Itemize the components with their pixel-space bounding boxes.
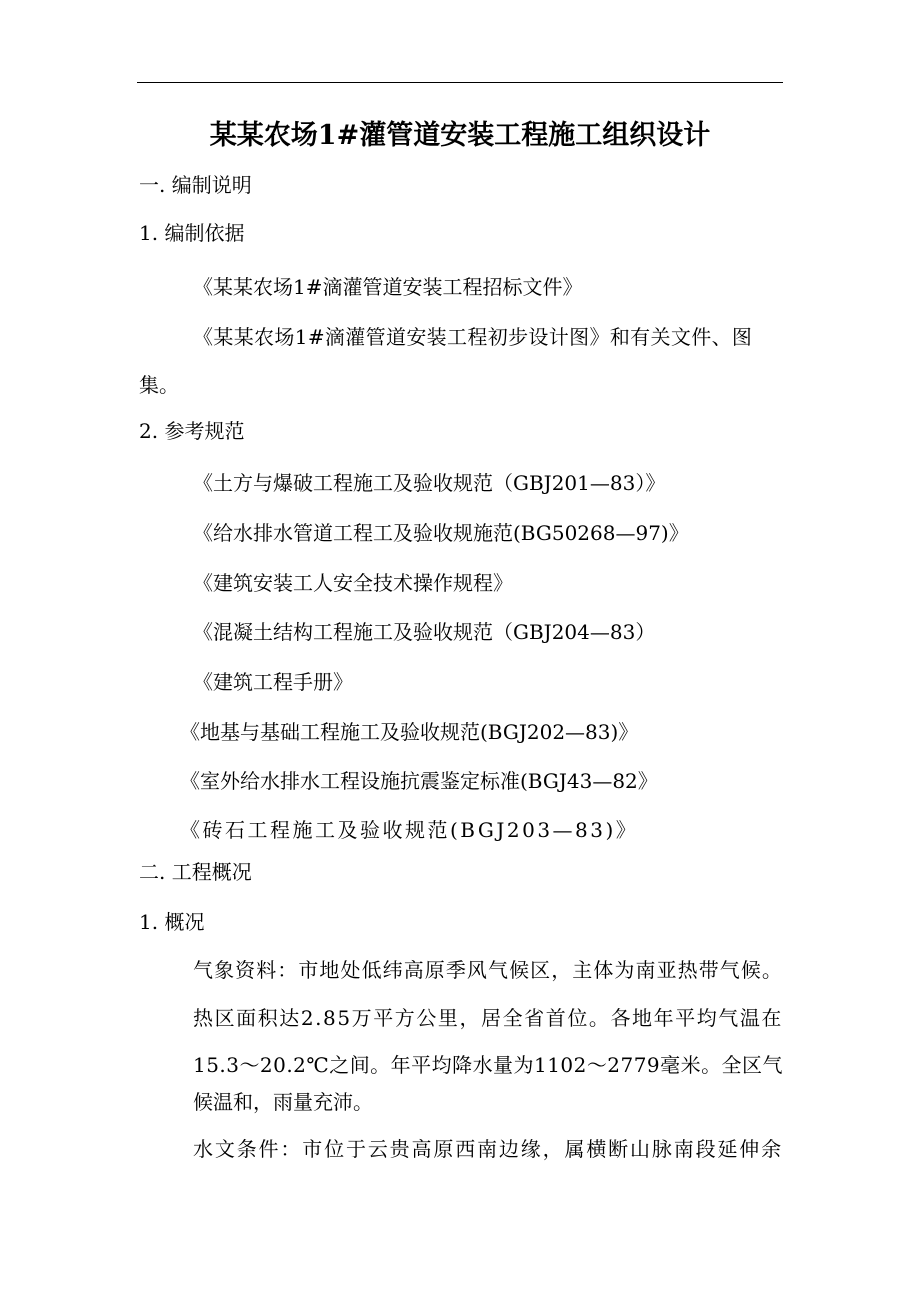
subsection-heading-basis: 1. 编制依据 [139,221,245,245]
document-title: 某某农场1#灌管道安装工程施工组织设计 [209,120,711,151]
basis-item-1: 《某某农场1#滴灌管道安装工程招标文件》 [193,275,583,299]
standard-ref-6: 《地基与基础工程施工及验收规范(BGJ202—83)》 [180,720,639,744]
basis-item-2-line-1: 《某某农场1#滴灌管道安装工程初步设计图》和有关文件、图 [193,325,753,349]
climate-line-4: 候温和，雨量充沛。 [193,1090,373,1114]
standard-ref-2: 《给水排水管道工程工及验收规施范(BG50268—97)》 [193,521,689,545]
basis-item-2-line-2: 集。 [139,373,179,397]
hydrology-line-1: 水文条件：市位于云贵高原西南边缘，属横断山脉南段延伸余 [193,1137,783,1161]
standard-ref-8: 《砖石工程施工及验收规范(BGJ203—83)》 [180,818,639,842]
section-heading-1: 一. 编制说明 [139,173,252,197]
climate-line-2: 热区面积达2.85万平方公里，居全省首位。各地年平均气温在 [193,1006,783,1030]
standard-ref-5: 《建筑工程手册》 [193,670,353,694]
standard-ref-3: 《建筑安装工人安全技术操作规程》 [193,571,513,595]
standard-ref-1: 《土方与爆破工程施工及验收规范（GBJ201—83）》 [193,471,666,495]
section-heading-2: 二. 工程概况 [139,860,252,884]
climate-line-3: 15.3～20.2℃之间。年平均降水量为1102～2779毫米。全区气 [193,1053,783,1077]
climate-line-1: 气象资料：市地处低纬高原季风气候区，主体为南亚热带气候。 [193,958,783,982]
header-rule [137,82,783,83]
subsection-heading-overview: 1. 概况 [139,910,205,934]
subsection-heading-standards: 2. 参考规范 [139,419,245,443]
standard-ref-7: 《室外给水排水工程设施抗震鉴定标准(BGJ43—82》 [180,769,658,793]
standard-ref-4: 《混凝土结构工程施工及验收规范（GBJ204—83） [193,620,656,644]
